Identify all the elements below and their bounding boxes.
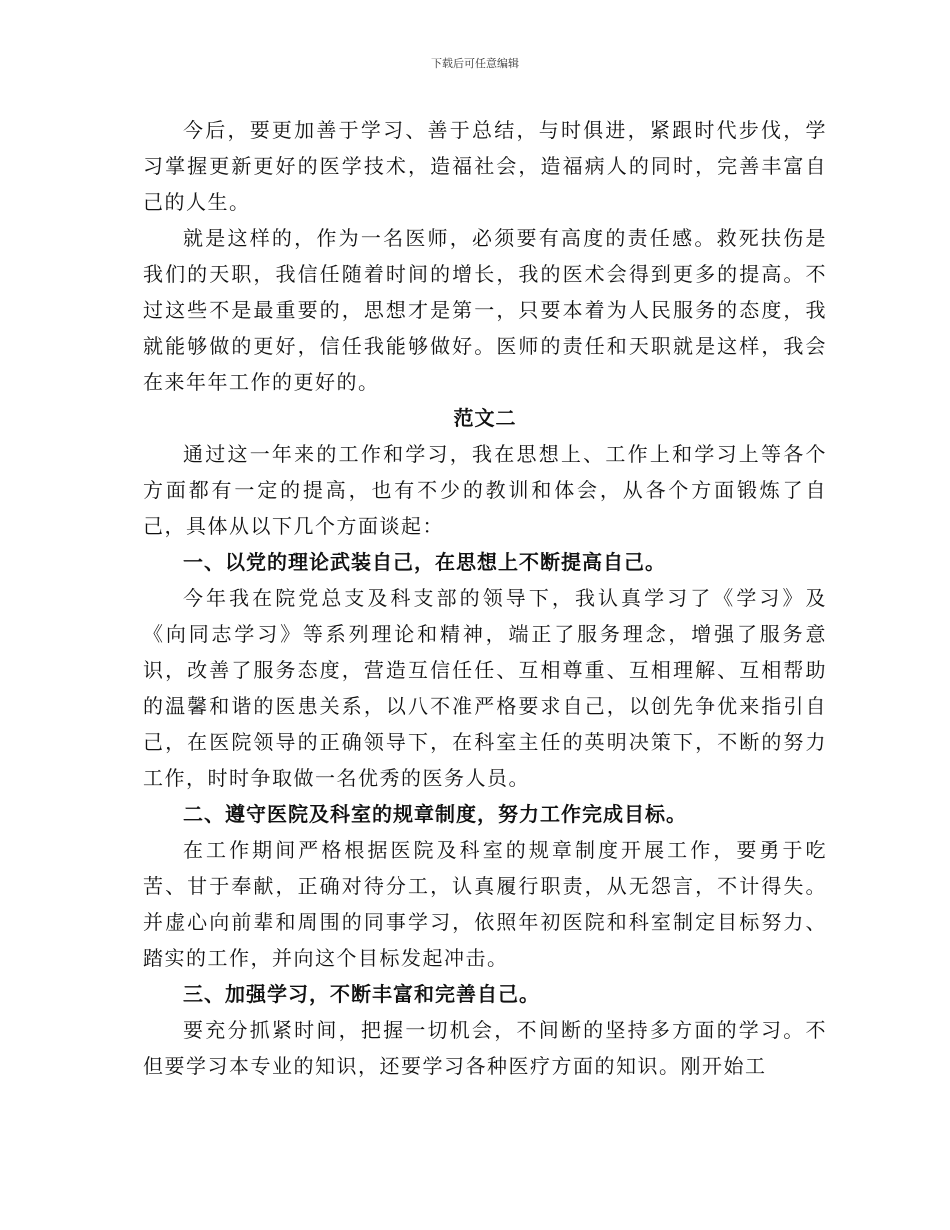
document-body — [143, 112, 827, 1084]
heading-1: 一、以党的理论武装自己，在思想上不断提高自己。 — [183, 550, 666, 574]
section-title: 范文二 — [453, 406, 517, 430]
paragraph-2: 就是这样的，作为一名医师，必须要有高度的责任感。救死扶伤是我们的天职，我信任随着时间的增长，我的医术会得到更多的提高。不过这些不是最重要的，思想才是第一，只要本着为人民服务的态度，我就能够做的更好，信任我能够做好。医师的责任和天职就是这样，我会在来年年工作的更好的。 — [143, 226, 827, 394]
paragraph-1: 今后，要更加善于学习、善于总结，与时俱进，紧跟时代步伐，学习掌握更新更好的医学技术，造福社会，造福病人的同时，完善丰富自己的人生。 — [143, 118, 827, 214]
heading-3: 三、加强学习，不断丰富和完善自己。 — [183, 982, 540, 1006]
page-header: 下载后可任意编辑 — [431, 57, 519, 70]
paragraph-5: 在工作期间严格根据医院及科室的规章制度开展工作，要勇于吃苦、甘于奉献，正确对待分工，认真履行职责，从无怨言，不计得失。并虚心向前辈和周围的同事学习，依照年初医院和科室制定目标努力、踏实的工作，并向这个目标发起冲击。 — [143, 838, 827, 970]
paragraph-4: 今年我在院党总支及科支部的领导下，我认真学习了《学习》及《向同志学习》等系列理论和精神，端正了服务理念，增强了服务意识，改善了服务态度，营造互信任任、互相尊重、互相理解、互相帮助的温馨和谐的医患关系，以八不准严格要求自己，以创先争优来指引自己，在医院领导的正确领导下，在科室主任的英明决策下，不断的努力工作，时时争取做一名优秀的医务人员。 — [143, 586, 827, 790]
paragraph-6: 要充分抓紧时间，把握一切机会，不间断的坚持多方面的学习。不但要学习本专业的知识，还要学习各种医疗方面的知识。刚开始工 — [143, 1018, 827, 1078]
heading-2: 二、遵守医院及科室的规章制度，努力工作完成目标。 — [183, 802, 687, 826]
paragraph-3: 通过这一年来的工作和学习，我在思想上、工作上和学习上等各个方面都有一定的提高，也有不少的教训和体会，从各个方面锻炼了自己，具体从以下几个方面谈起： — [143, 442, 827, 538]
